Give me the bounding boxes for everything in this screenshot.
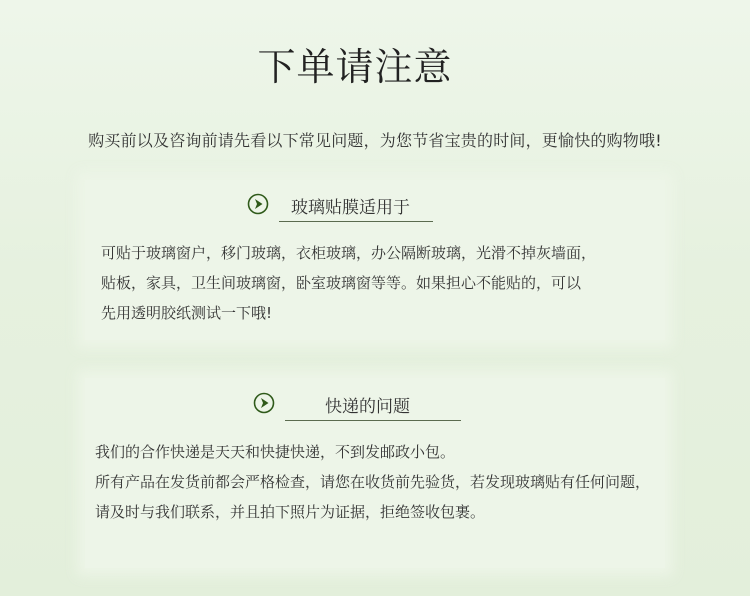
section-heading-label: 玻璃贴膜适用于 xyxy=(279,193,433,222)
section-heading-label: 快递的问题 xyxy=(285,392,461,421)
chevron-right-circle-icon xyxy=(253,392,275,414)
chevron-right-circle-icon xyxy=(247,193,269,215)
body-line: 所有产品在发货前都会严格检查，请您在收货前先验货，若发现玻璃贴有任何问题， xyxy=(95,473,651,491)
section-body-applicable xyxy=(101,238,596,328)
section-heading-applicable xyxy=(247,189,433,219)
section-body-shipping xyxy=(95,437,650,527)
body-line: 可贴于玻璃窗户，移门玻璃，衣柜玻璃，办公隔断玻璃，光滑不掉灰墙面， xyxy=(101,244,597,262)
body-line: 请及时与我们联系，并且拍下照片为证据，拒绝签收包裹。 xyxy=(95,503,486,521)
body-line: 先用透明胶纸测试一下哦! xyxy=(101,304,273,322)
section-heading-shipping xyxy=(253,388,461,418)
body-line: 我们的合作快递是天天和快捷快递，不到发邮政小包。 xyxy=(95,443,456,461)
body-line: 贴板，家具，卫生间玻璃窗，卧室玻璃窗等等。如果担心不能贴的，可以 xyxy=(101,274,582,292)
page-title: 下单请注意 xyxy=(257,45,453,89)
intro-text: 购买前以及咨询前请先看以下常见问题，为您节省宝贵的时间，更愉快的购物哦! xyxy=(88,131,662,150)
